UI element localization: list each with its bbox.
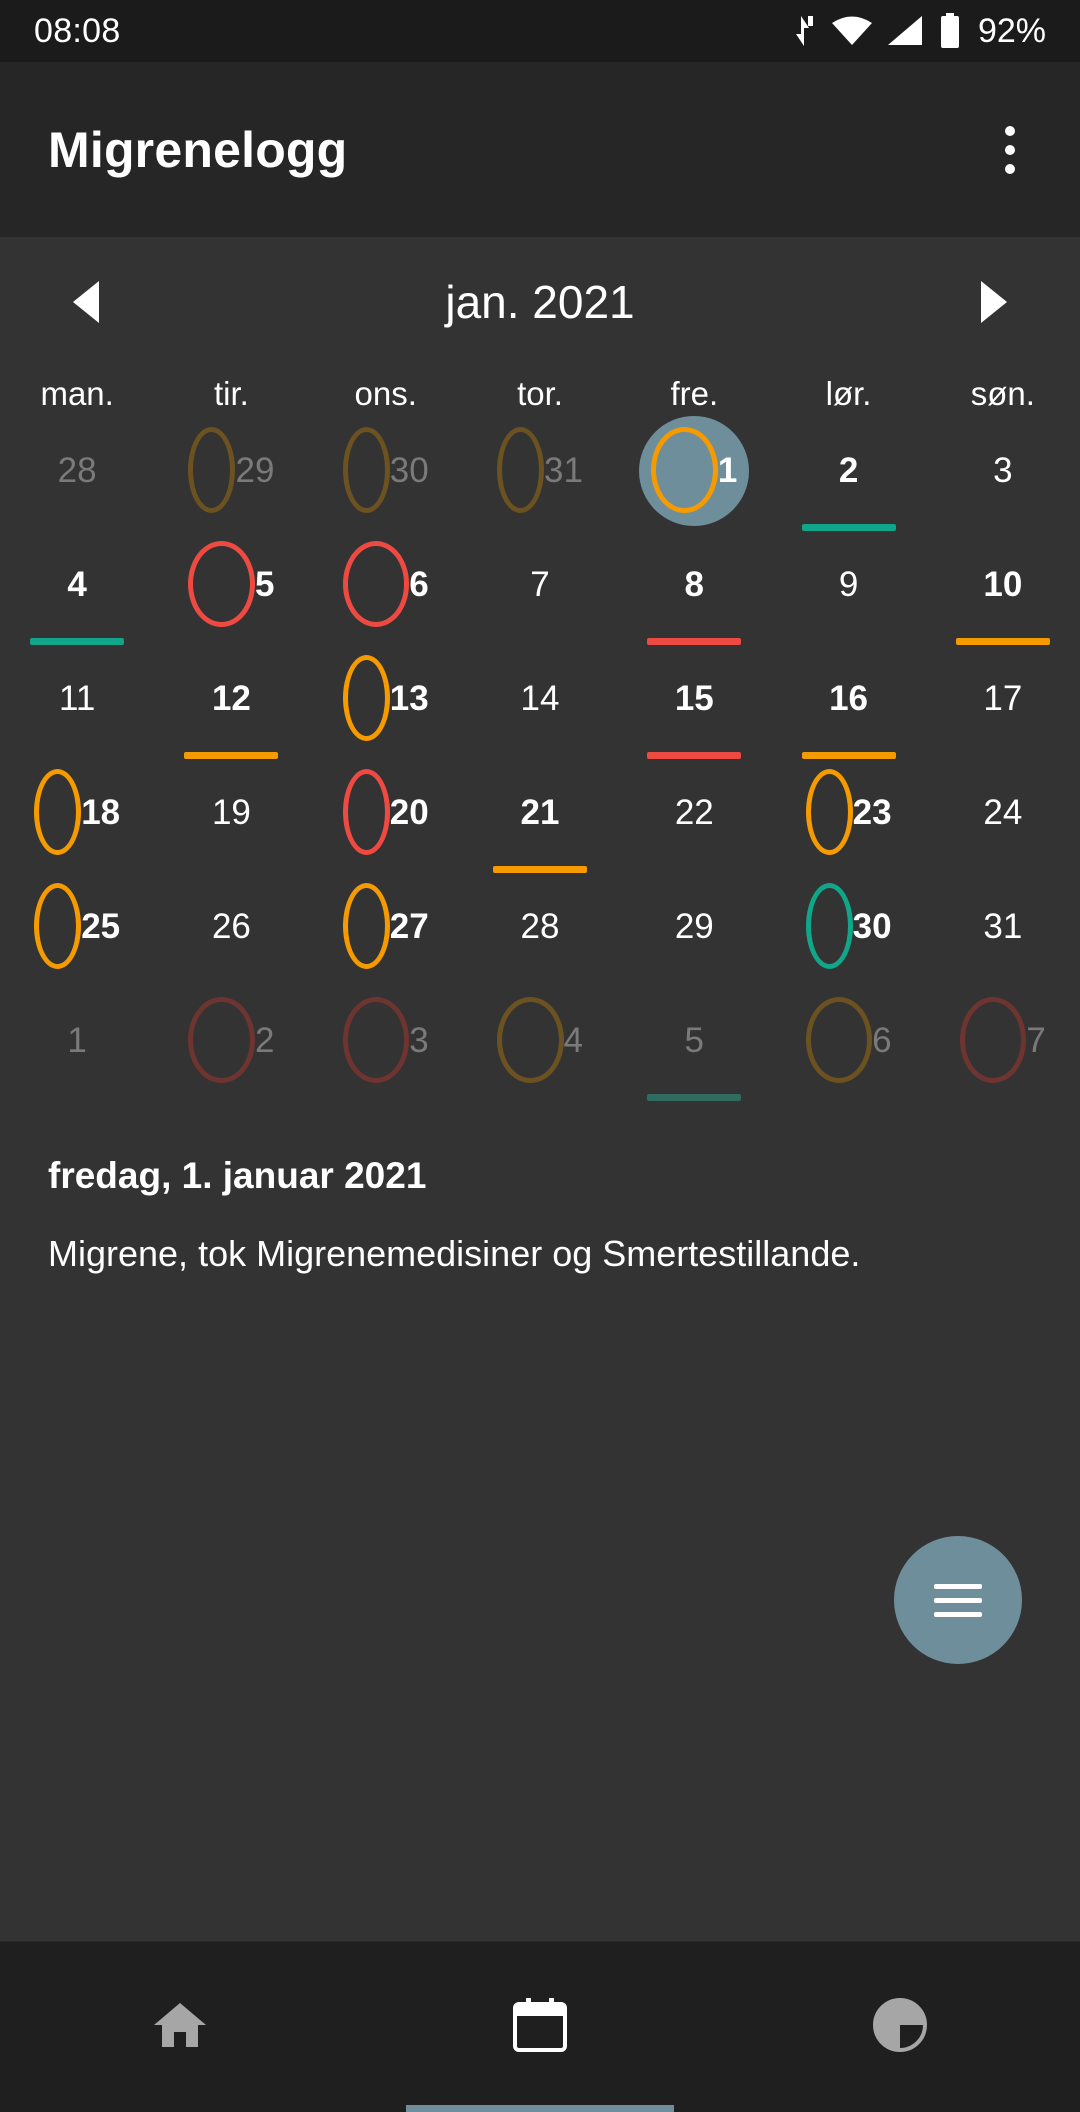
app-bar: [0, 62, 1080, 237]
calendar-widget: [0, 237, 1080, 1121]
calendar-day: [651, 427, 737, 513]
calendar-day: [34, 883, 120, 969]
day-underline-marker: [30, 638, 124, 645]
day-underline-marker: [647, 1094, 741, 1101]
overflow-menu-icon[interactable]: [986, 112, 1034, 188]
calendar-day-cell[interactable]: [617, 993, 771, 1107]
calendar-day-cell[interactable]: [463, 879, 617, 993]
battery-icon: [938, 12, 962, 50]
calendar-day-cell[interactable]: [463, 651, 617, 765]
day-number: 4: [563, 1020, 583, 1060]
nav-item-calendar[interactable]: [360, 1942, 720, 2112]
day-ring-marker: [806, 997, 873, 1083]
calendar-day-cell[interactable]: [617, 423, 771, 537]
calendar-day-cell[interactable]: [309, 537, 463, 651]
signal-icon: [886, 14, 926, 48]
day-number: 24: [983, 792, 1023, 832]
calendar-week-row: [0, 651, 1080, 765]
calendar-day: [651, 997, 737, 1083]
calendar-day-cell[interactable]: [926, 879, 1080, 993]
day-underline-marker: [802, 752, 896, 759]
weekday-label: fre.: [670, 375, 719, 412]
calendar-day: [343, 427, 429, 513]
calendar-day-cell[interactable]: [0, 537, 154, 651]
calendar-day: [960, 541, 1046, 627]
day-ring-marker: [497, 997, 564, 1083]
sync-icon: [792, 14, 818, 48]
day-number: 22: [674, 792, 714, 832]
day-ring-marker: [343, 769, 390, 855]
day-number: 14: [520, 678, 560, 718]
day-underline-marker: [956, 638, 1050, 645]
day-number: 26: [211, 906, 251, 946]
calendar-day-cell[interactable]: [0, 993, 154, 1107]
day-number: 1: [67, 1020, 87, 1060]
calendar-day-cell[interactable]: [309, 993, 463, 1107]
day-underline-marker: [647, 752, 741, 759]
calendar-day-cell[interactable]: [617, 651, 771, 765]
calendar-day: [34, 769, 120, 855]
bottom-navigation: [0, 1941, 1080, 2112]
day-number: 31: [544, 450, 583, 490]
status-time: 08:08: [34, 11, 121, 50]
day-detail-panel: [0, 1121, 1080, 1275]
day-number: 7: [1026, 1020, 1046, 1060]
calendar-icon: [511, 1996, 569, 2059]
day-number: 3: [409, 1020, 429, 1060]
calendar-day-cell[interactable]: [0, 765, 154, 879]
next-month-button[interactable]: [964, 272, 1024, 332]
calendar-day-cell[interactable]: [463, 423, 617, 537]
day-ring-marker: [343, 541, 410, 627]
day-number: 1: [717, 450, 738, 490]
nav-item-home[interactable]: [0, 1942, 360, 2112]
day-number: 5: [254, 564, 275, 604]
calendar-day-cell[interactable]: [617, 879, 771, 993]
day-number: 13: [389, 678, 429, 718]
calendar-day-cell[interactable]: [0, 423, 154, 537]
pie-chart-icon: [872, 1997, 928, 2058]
calendar-day-cell[interactable]: [154, 537, 308, 651]
calendar-week-row: [0, 765, 1080, 879]
calendar-day: [343, 883, 429, 969]
calendar-day-cell[interactable]: [617, 537, 771, 651]
calendar-day-cell[interactable]: [771, 423, 925, 537]
day-number: 10: [983, 564, 1023, 604]
calendar-day-cell[interactable]: [0, 879, 154, 993]
calendar-day: [188, 427, 274, 513]
calendar-day-cell[interactable]: [926, 423, 1080, 537]
day-ring-marker: [651, 427, 718, 513]
day-number: 27: [389, 906, 429, 946]
weekday-label: søn.: [970, 375, 1035, 412]
calendar-day: [806, 769, 892, 855]
day-ring-marker: [343, 997, 410, 1083]
day-ring-marker: [34, 883, 81, 969]
page-title: Migrenelogg: [48, 121, 348, 178]
day-underline-marker: [493, 866, 587, 873]
calendar-day-cell[interactable]: [309, 423, 463, 537]
calendar-day: [188, 997, 274, 1083]
day-ring-marker: [343, 883, 390, 969]
calendar-day: [34, 427, 120, 513]
detail-date: fredag, 1. januar 2021: [48, 1155, 427, 1196]
calendar-day: [497, 997, 583, 1083]
day-ring-marker: [343, 427, 390, 513]
calendar-day-cell[interactable]: [154, 423, 308, 537]
menu-fab-button[interactable]: [894, 1536, 1022, 1664]
day-number: 15: [674, 678, 714, 718]
day-underline-marker: [184, 752, 278, 759]
day-number: 17: [983, 678, 1023, 718]
day-number: 12: [211, 678, 251, 718]
calendar-day: [188, 541, 274, 627]
wifi-icon: [830, 14, 874, 48]
calendar-day-cell[interactable]: [926, 651, 1080, 765]
calendar-week-row: [0, 537, 1080, 651]
day-underline-marker: [647, 638, 741, 645]
day-number: 19: [211, 792, 251, 832]
calendar-day: [188, 769, 274, 855]
day-ring-marker: [188, 427, 235, 513]
calendar-day: [651, 769, 737, 855]
calendar-day-cell[interactable]: [771, 537, 925, 651]
calendar-day: [188, 655, 274, 741]
day-ring-marker: [34, 769, 81, 855]
day-number: 4: [67, 564, 87, 604]
calendar-day-cell[interactable]: [771, 993, 925, 1107]
day-ring-marker: [960, 997, 1027, 1083]
day-number: 16: [829, 678, 869, 718]
day-number: 8: [684, 564, 705, 604]
day-number: 30: [389, 450, 429, 490]
calendar-day-cell[interactable]: [926, 537, 1080, 651]
day-number: 3: [993, 450, 1013, 490]
nav-item-statistics[interactable]: [720, 1942, 1080, 2112]
calendar-day: [806, 997, 892, 1083]
calendar-day: [497, 541, 583, 627]
calendar-day: [34, 997, 120, 1083]
calendar-day: [960, 427, 1046, 513]
day-ring-marker: [806, 769, 853, 855]
weekday-label: tor.: [517, 375, 563, 412]
day-number: 30: [852, 906, 892, 946]
calendar-day: [188, 883, 274, 969]
calendar-day-cell[interactable]: [154, 993, 308, 1107]
day-number: 7: [530, 564, 550, 604]
calendar-day-cell[interactable]: [771, 879, 925, 993]
status-icons: [792, 12, 1046, 51]
day-number: 23: [852, 792, 892, 832]
day-number: 18: [81, 792, 121, 832]
day-number: 31: [983, 906, 1023, 946]
weekday-label: ons.: [354, 375, 417, 412]
calendar-month-label: jan. 2021: [445, 276, 635, 328]
calendar-day-cell[interactable]: [463, 537, 617, 651]
weekday-label: lør.: [825, 375, 872, 412]
day-number: 20: [389, 792, 429, 832]
day-number: 9: [838, 564, 859, 604]
day-ring-marker: [188, 997, 255, 1083]
day-ring-marker: [806, 883, 853, 969]
chevron-right-icon: [981, 281, 1007, 323]
calendar-day: [806, 883, 892, 969]
prev-month-button[interactable]: [56, 272, 116, 332]
day-number: 28: [520, 906, 560, 946]
day-number: 28: [57, 450, 97, 490]
calendar-day: [343, 655, 429, 741]
calendar-day: [497, 883, 583, 969]
weekday-label: man.: [40, 375, 114, 412]
calendar-weekday-row: [0, 367, 1080, 423]
nav-selected-indicator: [406, 2105, 674, 2112]
day-number: 29: [674, 906, 714, 946]
calendar-day-cell[interactable]: [771, 765, 925, 879]
calendar-day: [960, 769, 1046, 855]
calendar-day: [960, 883, 1046, 969]
day-number: 6: [409, 564, 429, 604]
day-ring-marker: [188, 541, 255, 627]
calendar-day: [806, 541, 892, 627]
calendar-day-cell[interactable]: [771, 651, 925, 765]
calendar-day: [651, 541, 737, 627]
calendar-day: [343, 541, 429, 627]
day-number: 25: [81, 906, 121, 946]
calendar-day: [497, 769, 583, 855]
calendar-week-row: [0, 993, 1080, 1107]
day-number: 5: [684, 1020, 705, 1060]
day-number: 6: [872, 1020, 892, 1060]
calendar-day: [806, 655, 892, 741]
calendar-day: [960, 655, 1046, 741]
calendar-day-cell[interactable]: [926, 765, 1080, 879]
calendar-day: [343, 997, 429, 1083]
calendar-day-cell[interactable]: [154, 879, 308, 993]
calendar-day-cell[interactable]: [0, 651, 154, 765]
day-underline-marker: [802, 524, 896, 531]
calendar-day-cell[interactable]: [154, 765, 308, 879]
calendar-day: [806, 427, 892, 513]
calendar-day-cell[interactable]: [617, 765, 771, 879]
day-number: 29: [235, 450, 275, 490]
weekday-label: tir.: [214, 375, 249, 412]
calendar-day-cell[interactable]: [926, 993, 1080, 1107]
calendar-day-cell[interactable]: [309, 651, 463, 765]
calendar-day: [497, 655, 583, 741]
day-ring-marker: [343, 655, 390, 741]
calendar-grid: [0, 423, 1080, 1107]
battery-percent: 92%: [977, 11, 1046, 50]
main-content: [0, 237, 1080, 1942]
calendar-day: [651, 883, 737, 969]
status-bar: [0, 0, 1080, 62]
day-number: 21: [520, 792, 560, 832]
calendar-day-cell[interactable]: [463, 993, 617, 1107]
calendar-day: [34, 655, 120, 741]
day-ring-marker: [497, 427, 544, 513]
calendar-day: [343, 769, 429, 855]
day-number: 2: [254, 1020, 275, 1060]
day-number: 11: [58, 678, 96, 718]
day-number: 2: [838, 450, 859, 490]
calendar-day-cell[interactable]: [309, 879, 463, 993]
calendar-day: [960, 997, 1046, 1083]
calendar-header: [0, 237, 1080, 367]
detail-text: Migrene, tok Migrenemedisiner og Smertestillande.: [48, 1233, 861, 1274]
calendar-week-row: [0, 423, 1080, 537]
calendar-day-cell[interactable]: [154, 651, 308, 765]
home-icon: [151, 1999, 209, 2056]
calendar-week-row: [0, 879, 1080, 993]
calendar-day: [34, 541, 120, 627]
calendar-day: [497, 427, 583, 513]
calendar-day: [651, 655, 737, 741]
calendar-day-cell[interactable]: [463, 765, 617, 879]
calendar-day-cell[interactable]: [309, 765, 463, 879]
chevron-left-icon: [73, 281, 99, 323]
